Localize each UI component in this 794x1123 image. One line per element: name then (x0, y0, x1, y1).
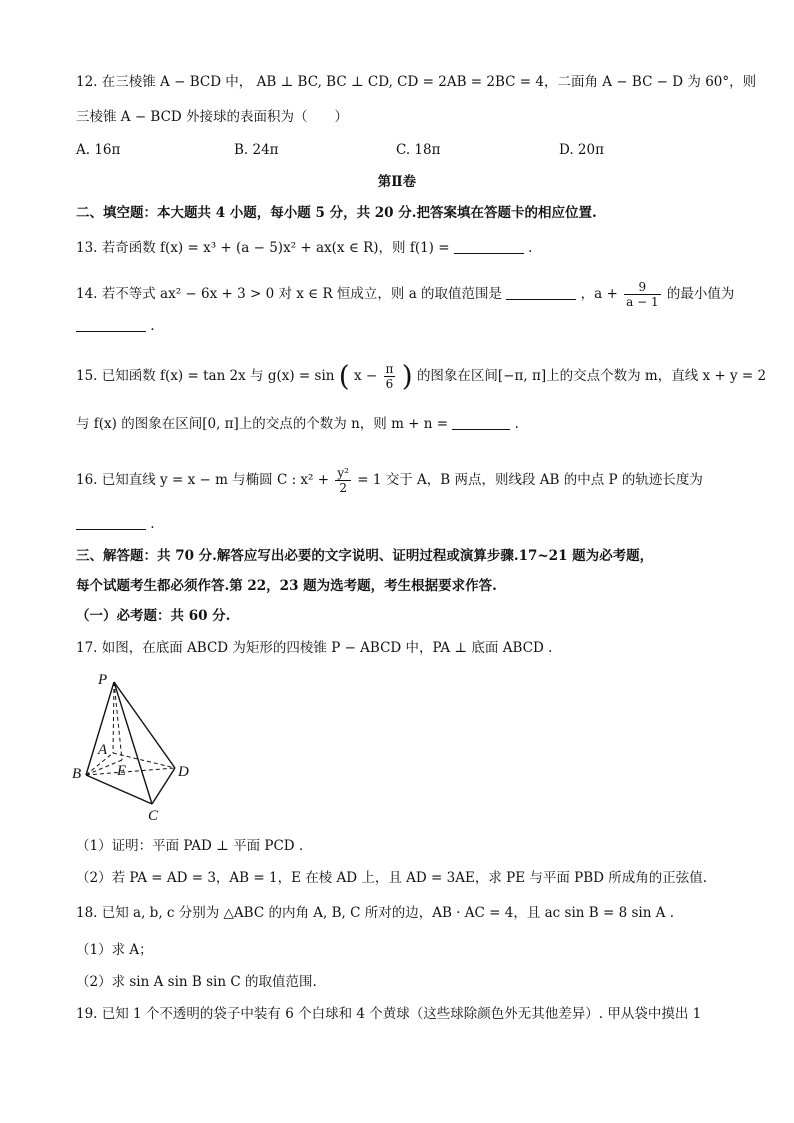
section3-heading-2: 每个试题考生都必须作答.第 22，23 题为选考题，考生根据要求作答. (76, 578, 497, 594)
q15-post: 的图象在区间[−π, π]上的交点个数为 m，直线 x + y = 2 (416, 368, 767, 384)
q13-text: 13. 若奇函数 f(x) = x³ + (a − 5)x² + ax(x ∈ R)，则 f(1) = (76, 240, 450, 256)
q16-answer-blank[interactable] (76, 515, 146, 530)
q16-fraction (335, 466, 351, 495)
q15-fraction (384, 362, 396, 391)
label-e: E (117, 763, 127, 779)
q14-line2 (76, 316, 155, 336)
q16-text: 16. 已知直线 y = x − m 与椭圆 C : x² + (76, 472, 330, 488)
q14-frac-num: 9 (624, 280, 660, 295)
q16-frac-den: 2 (339, 481, 347, 495)
q12-option-b: B. 24π (234, 142, 279, 158)
q16-line2 (76, 514, 155, 534)
section3-heading-1: 三、解答题：共 70 分.解答应写出必要的文字说明、证明过程或演算步骤.17~21 题为必考题， (76, 548, 654, 564)
q18-part2: （2）求 sin A sin B sin C 的取值范围. (76, 974, 317, 990)
q13-end: . (528, 240, 533, 256)
q17-stem: 17. 如图，在底面 ABCD 为矩形的四棱锥 P − ABCD 中，PA ⊥ 底面 ABCD . (76, 640, 553, 656)
q12-options (76, 140, 716, 160)
label-a: A (98, 742, 108, 758)
q16-frac-num: y² (337, 466, 349, 480)
q15-text: 15. 已知函数 f(x) = tan 2x 与 g(x) = sin (76, 368, 335, 384)
pyramid-figure (70, 668, 210, 823)
q19-stem: 19. 已知 1 个不透明的袋子中装有 6 个白球和 4 个黄球（这些球除颜色外无其他差异）. 甲从袋中摸出 1 (76, 1006, 702, 1022)
q12-option-c: C. 18π (396, 142, 441, 158)
q15-paren-right: ) (401, 359, 413, 393)
q13-answer-blank[interactable] (454, 239, 524, 254)
q15 (76, 359, 767, 393)
q14-answer-blank-2[interactable] (76, 317, 146, 332)
q17-part2: （2）若 PA = AD = 3，AB = 1，E 在棱 AD 上，且 AD = 3AE，求 PE 与平面 PBD 所成角的正弦值. (76, 870, 708, 886)
q14-fraction (624, 280, 660, 309)
q12-option-a: A. 16π (76, 142, 121, 158)
q15-line2 (76, 414, 519, 434)
section3-sub: （一）必考题：共 60 分. (76, 608, 231, 624)
label-p: P (98, 672, 108, 688)
q18-stem: 18. 已知 a, b, c 分别为 △ABC 的内角 A, B, C 所对的边，AB · AC = 4，且 ac sin B = 8 sin A . (76, 905, 675, 921)
q14-text: 14. 若不等式 ax² − 6x + 3 > 0 对 x ∈ R 恒成立，则 a 的取值范围是 (76, 286, 503, 302)
q16-end: . (150, 516, 155, 532)
q17-part1: （1）证明：平面 PAD ⊥ 平面 PCD . (76, 838, 304, 854)
q13 (76, 238, 532, 258)
section2-title: 第Ⅱ卷 (377, 174, 417, 190)
q18-part1: （1）求 A； (76, 942, 153, 958)
q15-line2-text: 与 f(x) 的图象在区间[0, π]上的交点的个数为 n，则 m + n = (76, 416, 449, 432)
q16-post: = 1 交于 A，B 两点，则线段 AB 的中点 P 的轨迹长度为 (357, 472, 703, 488)
q14-end: . (150, 318, 155, 334)
q15-answer-blank[interactable] (452, 415, 510, 430)
q14-post: 的最小值为 (666, 286, 735, 302)
label-c: C (148, 808, 159, 823)
q14-frac-den: a − 1 (626, 295, 659, 309)
q15-paren-left: ( (338, 359, 350, 393)
q15-end: . (514, 416, 519, 432)
q14-mid: ，a + (580, 286, 618, 302)
q12-line2: 三棱锥 A − BCD 外接球的表面积为（ ） (76, 109, 349, 125)
label-d: D (178, 764, 189, 780)
q14-answer-blank-1[interactable] (506, 285, 576, 300)
q14 (76, 280, 734, 309)
q12-option-d: D. 20π (559, 142, 604, 158)
q15-inner: x − (354, 368, 378, 384)
q16 (76, 466, 703, 495)
q15-frac-num: π (385, 362, 394, 376)
q12-line1: 12. 在三棱锥 A − BCD 中， AB ⊥ BC, BC ⊥ CD, CD = 2AB = 2BC = 4，二面角 A − BC − D 为 60°，则 (76, 74, 757, 90)
section2-heading: 二、填空题：本大题共 4 小题，每小题 5 分，共 20 分.把答案填在答题卡的相应位置. (76, 205, 597, 221)
label-b: B (72, 766, 82, 782)
q15-frac-den: 6 (385, 377, 394, 391)
